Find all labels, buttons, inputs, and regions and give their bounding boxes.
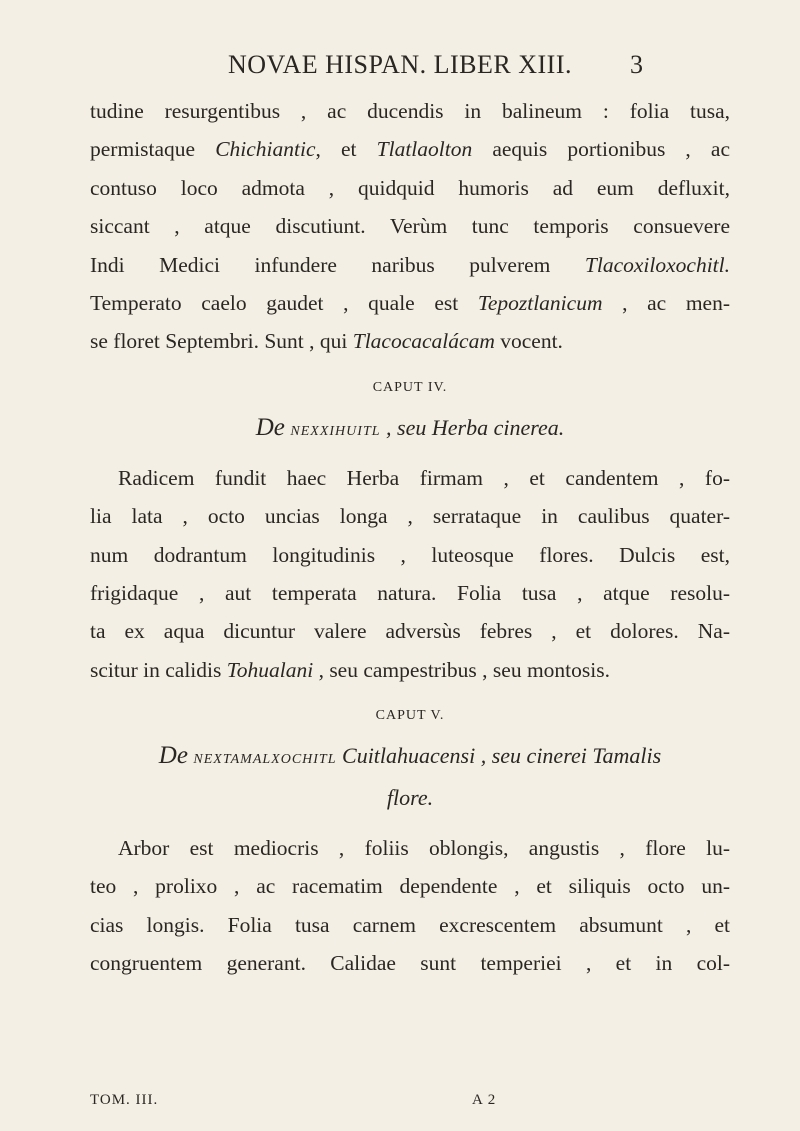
text-line: permistaque Chichiantic, et Tlatlaolton aequis portionibus , ac [90,137,730,162]
text-line: congruentem generant. Calidae sunt temperiei , et in col- [90,951,730,976]
chapter-title-v: De nextamalxochitl Cuitlahuacensi , seu cinerei Tamalis [158,742,662,770]
text-line: cias longis. Folia tusa carnem excrescentem absumunt , et [90,912,730,937]
text-line: se floret Septembri. Sunt , qui Tlacocacalácam vocent. [90,329,563,354]
chapter-label-v: CAPUT V. [375,708,445,724]
chapter-label-iv: CAPUT IV. [372,379,448,395]
text-line: Radicem fundit haec Herba firmam , et candentem , fo- [118,465,730,490]
text-line: ta ex aqua dicuntur valere adversùs febres , et dolores. Na- [90,619,730,644]
page-footer [90,1092,730,1109]
text-line: contuso loco admota , quidquid humoris ad eum defluxit, [90,175,730,200]
signature-mark: A 2 [472,1092,497,1108]
running-header: NOVAE HISPAN. LIBER XIII. [227,50,572,79]
text-line: lia lata , octo uncias longa , serrataque in caulibus quater- [90,504,730,529]
text-body [90,92,730,983]
page-number: 3 [630,50,643,79]
text-line: num dodrantum longitudinis , luteosque flores. Dulcis est, [90,542,730,567]
text-line: siccant , atque discutiunt. Verùm tunc temporis consuevere [90,214,730,239]
volume-label: TOM. III. [90,1092,159,1108]
chapter-title-iv: De nexxihuitl , seu Herba cinerea. [255,413,565,441]
text-line: scitur in calidis Tohualani , seu campestribus , seu montosis. [90,657,610,682]
text-line: tudine resurgentibus , ac ducendis in balineum : folia tusa, [90,99,730,123]
text-line: Arbor est mediocris , foliis oblongis, angustis , flore lu- [118,836,730,861]
text-line: Temperato caelo gaudet , quale est Tepoztlanicum , ac men- [90,290,730,315]
text-line: teo , prolixo , ac racematim dependente , et siliquis octo un- [90,874,730,899]
text-line: frigidaque , aut temperata natura. Folia tusa , atque resolu- [90,580,730,605]
text-line: Indi Medici infundere naribus pulverem Tlacoxiloxochitl. [90,252,730,277]
chapter-title-v-line2: flore. [386,785,434,811]
